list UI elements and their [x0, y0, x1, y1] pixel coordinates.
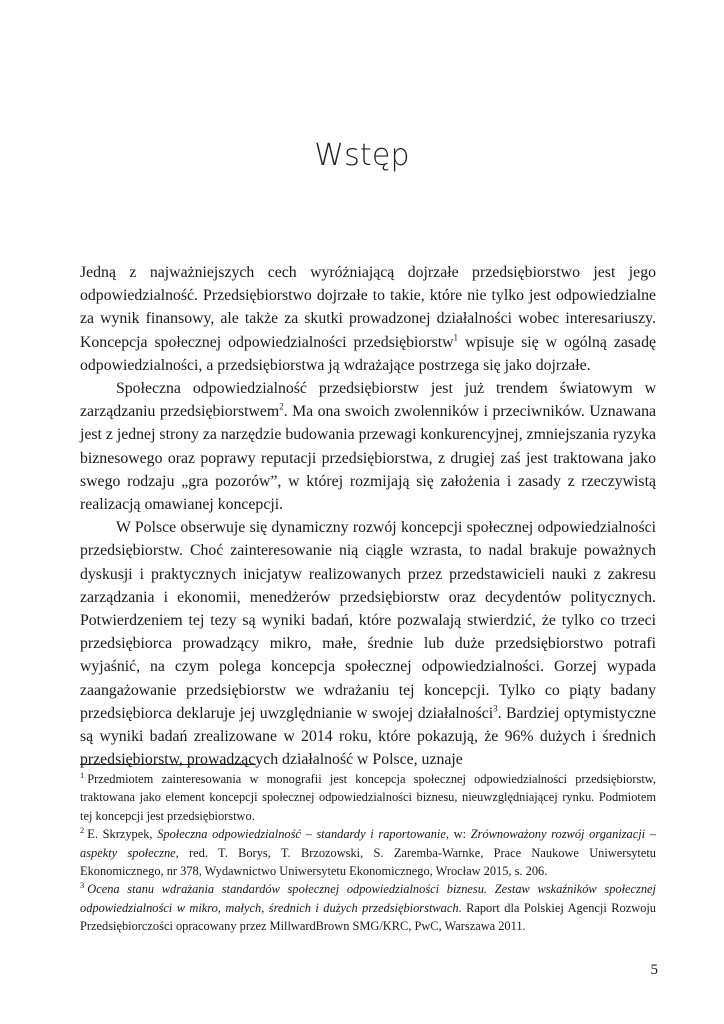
footnote-number: 3 — [80, 880, 85, 891]
footnote-text: . Raport dla Polskiej Agencji Rozwoju Przedsiębiorczości opracowany przez MillwardBrown SMG/KRC, PwC, Warszawa 2011. — [80, 900, 656, 934]
paragraph-3 — [80, 516, 656, 771]
footnote-3 — [80, 880, 656, 935]
footnote-1 — [80, 770, 656, 825]
footnote-text: , red. T. Borys, T. Brzozowski, S. Zaremba-Warnke, Prace Naukowe Uniwersytetu Ekonomicznego, nr 378, Wydawnictwo Uniwersytetu Ekonomicznego, Wrocław 2015, s. 206. — [80, 845, 656, 879]
footnote-separator — [80, 764, 256, 765]
paragraph-text: wpisuje się w ogólną zasadę odpowiedzialności, a przedsiębiorstwa ją wdrażające postrzega się jako dojrzałe. — [80, 333, 656, 374]
paragraph-1 — [80, 261, 656, 377]
paragraph-text: Społeczna odpowiedzialność przedsiębiorstw jest już trendem światowym w zarządzaniu przedsiębiorstwem — [80, 380, 656, 421]
paragraph-text: . Ma ona swoich zwolenników i przeciwników. Uznawana jest z jednej strony za narzędzie budowania przewagi konkurencyjnej, zmniejszania ryzyka biznesowego oraz poprawy reputacji przedsiębiorstwa, z drugiej zaś jest traktowana jako swego rodzaju „gra pozorów”, w której rozmijają się założenia i zasady z rzeczywistą realizacją omawianej koncepcji. — [80, 403, 656, 514]
footnote-title: Ocena stanu wdrażania standardów społecznej odpowiedzialności biznesu. Zestaw wskaźników społecznej odpowiedzialności w mikro, małych, średnich i dużych przedsiębiorstwach — [80, 882, 656, 915]
footnotes — [80, 770, 656, 936]
footnote-title: Społeczna odpowiedzialność – standardy i raportowanie — [157, 827, 446, 842]
footnote-number: 2 — [80, 825, 85, 836]
footnote-text: Przedmiotem zainteresowania w monografii jest koncepcja społecznej odpowiedzialności przedsiębiorstw, traktowana jako element koncepcji społecznej odpowiedzialności biznesu, nieuwzględniającej rynku. Podmiotem tej koncepcji jest przedsiębiorstwo. — [80, 772, 656, 823]
footnote-title: Zrównoważony rozwój organizacji – aspekty społeczne — [80, 827, 657, 860]
chapter-title: Wstęp — [314, 138, 410, 173]
footnote-text: , w: — [445, 827, 471, 842]
footnote-2 — [80, 825, 656, 880]
paragraph-text: Jedną z najważniejszych cech wyróżniającą dojrzałe przedsiębiorstwo jest jego odpowiedzialność. Przedsiębiorstwo dojrzałe to takie, które nie tylko jest odpowiedzialne za wynik finansowy, ale także za skutki prowadzonej działalności wobec interesariuszy. Koncepcja społecznej odpowiedzialności przedsiębiorstw — [80, 264, 656, 351]
footnote-text: E. Skrzypek, — [87, 827, 158, 842]
body-text — [80, 261, 656, 771]
footnote-ref-1[interactable]: 1 — [453, 332, 459, 343]
paragraph-2 — [80, 377, 656, 516]
paragraph-text: W Polsce obserwuje się dynamiczny rozwój koncepcji społecznej odpowiedzialności przedsiębiorstw. Choć zainteresowanie nią ciągle wzrasta, to nadal brakuje poważnych dyskusji i praktycznych inicjatyw realizowanych przez przedstawicieli nauki z zakresu zarządzania i ekonomii, menedżerów przedsiębiorstw oraz decydentów politycznych. Potwierdzeniem tej tezy są wyniki badań, które pozwalają stwierdzić, że tylko co trzeci przedsiębiorca prowadzący mikro, małe, średnie lub duże przedsiębiorstwo potrafi wyjaśnić, na czym polega koncepcja społecznej odpowiedzialności. Gorzej wypada zaangażowanie przedsiębiorstw we wdrażaniu tej koncepcji. Tylko co piąty badany przedsiębiorca deklaruje jej uwzględnianie w swojej działalności — [80, 519, 656, 722]
paragraph-text: . Bardziej optymistyczne są wyniki badań zrealizowane w 2014 roku, które pokazują, że 96% dużych i średnich przedsiębiorstw, prowadzących działalność w Polsce, uznaje — [80, 704, 657, 769]
footnote-ref-2[interactable]: 2 — [279, 401, 284, 412]
footnote-number: 1 — [80, 769, 85, 780]
footnote-ref-3[interactable]: 3 — [493, 703, 498, 714]
page-number: 5 — [650, 962, 658, 978]
